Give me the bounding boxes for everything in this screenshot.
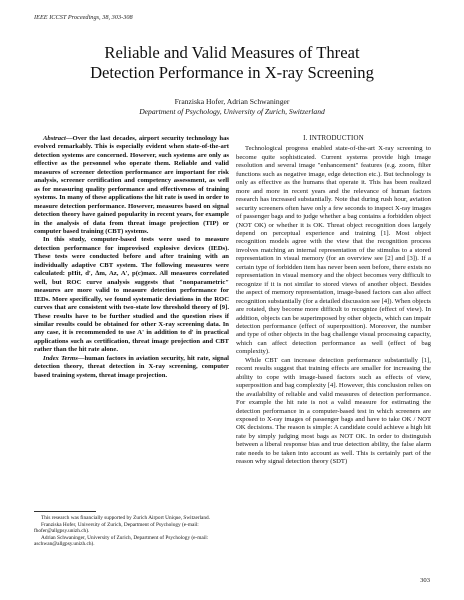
author-block xyxy=(20,97,444,116)
footnotes xyxy=(34,511,229,548)
index-terms-label: Index Terms xyxy=(43,354,78,362)
abstract-text: —Over the last decades, airport security technology has evolved remarkably. This is especially evident when state-of-the-art detection systems are concerned. However, such systems are only as effective as the personnel who operate them. Reliable and valid measures of screener detection performance are important for risk analysis, screener certification and competency assessment, as well as for measuring quality performance and effectiveness of training systems. In many of these applications the hit rate is used in order to measure detection performance. However, measures based on signal detection theory have gained popularity in recent years, for example in the analysis of data from threat image projection (TIP) or computer based training (CBT) systems. xyxy=(34,135,229,235)
paper-title-line-1: Reliable and Valid Measures of Threat xyxy=(104,43,360,62)
paper-title-line-2: Detection Performance in X-ray Screening xyxy=(90,63,374,82)
footnote-funding: This research was financially supported by Zurich Airport Unique, Switzerland. xyxy=(41,515,211,521)
footnote-rule xyxy=(34,511,96,512)
abstract-paragraph-2: In this study, computer-based tests were used to measure detection performance for improvised explosive devices (IEDs). These tests were conducted before and after training with an individually adaptive CBT system. The following measures were calculated: pHit, d', ∆m, Az, A', p(c)max. All measures correlated well, but ROC curve analysis suggests that "nonparametric" measures are more valid to measure detection performance for IEDs. More specifically, we found systematic deviations in the ROC curves that are consistent with two-state low threshold theory of [9]. These results have to be further studied and the question rises if similar results could be obtained for other X-ray screening data. In any case, it is recommended to use A' in addition to d' in practical applications such as certification, threat image projection and CBT rather than the hit rate alone. xyxy=(34,236,229,354)
intro-paragraph-2: While CBT can increase detection performance substantially [1], recent results suggest that training effects are smaller for increasing the ability to cope with image-based factors such as effects of view, superposition and bag complexity [4]. However, this conclusion relies on the availability of reliable and valid measures of detection performance. For example the hit rate is not a valid measure for estimating the detection performance in a computer-based test in which screeners are exposed to X-ray images of passenger bags and have to take OK / NOT OK decisions. The reason is simple: A candidate could achieve a high hit rate by simply judging most bags as NOT OK. In order to distinguish between a liberal response bias and true detection ability, the false alarm rate needs to be taken into account as well. This is certainly part of the reason why signal detection theory (SDT) xyxy=(236,356,431,466)
abstract-label: Abstract xyxy=(43,135,66,142)
intro-paragraph-1: Technological progress enabled state-of-the-art X-ray screening to become quite sophisticated. Current systems provide high image resolution and several image "enhancement" features (e.g. zoom, filter functions such as negative image, edge detection etc.). But technology is only as effective as the humans that operate it. This has been realized more and more in recent years and the relevance of human factors research has increased substantially. Note that during rush hour, aviation security screeners often have only a few seconds to inspect X-ray images of passenger bags and to judge whether a bag contains a forbidden object (NOT OK) or whether it is OK. Threat object recognition does largely depend on perceptual experience and training [1]. Most object recognition models agree with the view that the recognition process involves matching an internal representation of the stimulus to a stored representation in visual memory (for an overview see [2] and [3]). If a certain type of forbidden item has never been seen before, there exists no representation in visual memory and the object becomes very difficult to recognize if it is not similar to stored views of another object. Besides the aspect of memory representation, image-based factors can also affect recognition substantially (for a detailed discussion see [4]). When objects are rotated, they become more difficult to recognize (effect of view). In addition, objects can be superimposed by other objects, which can impair detection performance (effect of superposition). Moreover, the number and type of other objects in the bag challenge visual processing capacity, which can affect detection performance as well (effect of bag complexity). xyxy=(236,145,431,356)
author-names: Franziska Hofer, Adrian Schwaninger xyxy=(174,97,290,106)
author-affiliation: Department of Psychology, University of Zurich, Switzerland xyxy=(139,106,325,116)
left-column xyxy=(34,135,229,380)
footnote-author-1: Franziska Hofer, University of Zurich, Department of Psychology (e-mail: fhofer@allgpsy.unizh.ch). xyxy=(34,521,199,534)
right-column xyxy=(236,135,431,467)
page-number: 303 xyxy=(420,577,430,584)
running-head: IEEE ICCST Proceedings, 38, 303-308 xyxy=(34,14,133,21)
section-heading-introduction: I. INTRODUCTION xyxy=(303,135,364,142)
footnote-author-2: Adrian Schwaninger, University of Zurich, Department of Psychology (e-mail: aschwan@allgpsy.unizh.ch). xyxy=(34,534,209,547)
index-terms xyxy=(34,355,229,380)
abstract-paragraph xyxy=(34,135,229,236)
paper-title xyxy=(20,43,444,83)
index-terms-text: —human factors in aviation security, hit rate, signal detection theory, threat detection in X-ray screening, computer based training system, threat image projection. xyxy=(34,354,229,379)
